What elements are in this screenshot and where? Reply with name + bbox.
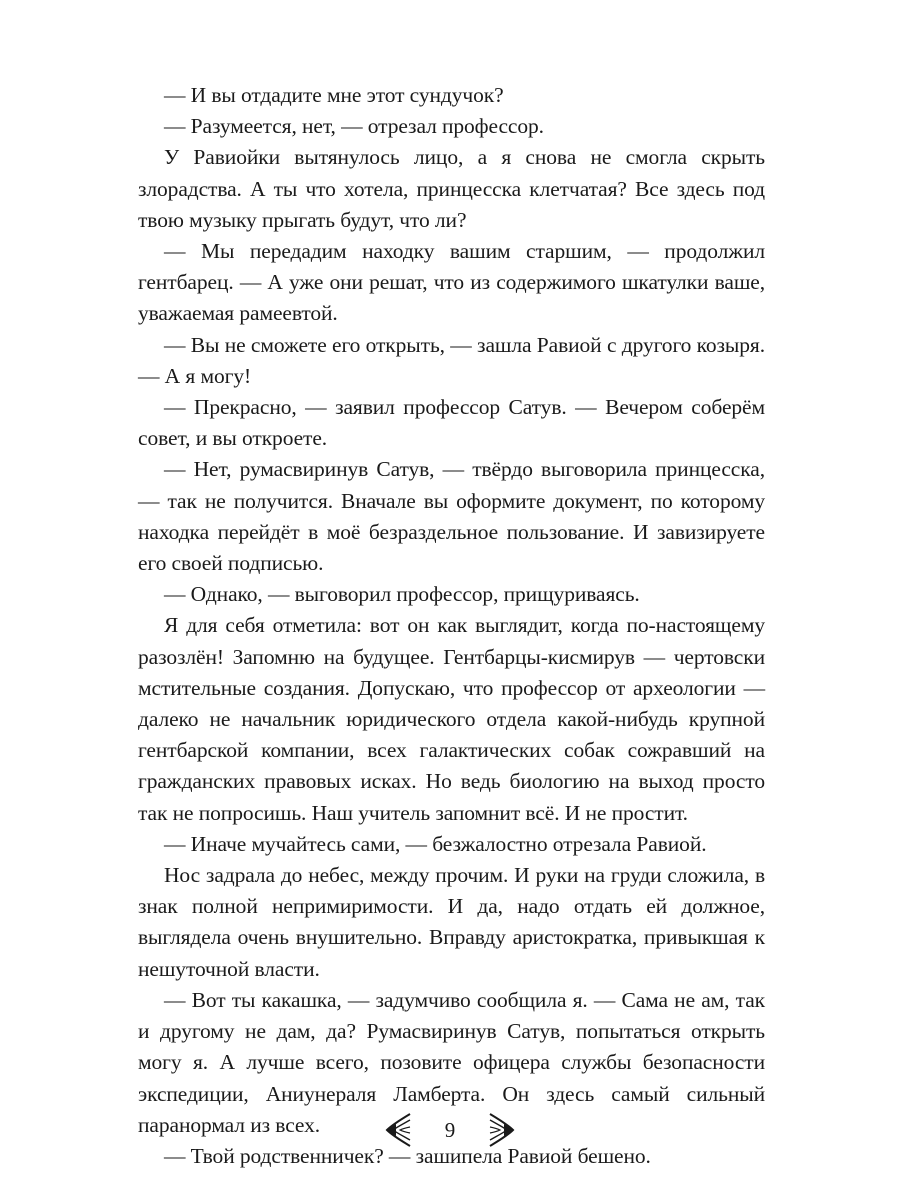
paragraph-10: — Иначе мучайтесь сами, — безжалостно отрезала Равиой. [164, 831, 707, 856]
ornament-left-icon [384, 1110, 414, 1150]
paragraph-12: — Вот ты какашка, — задумчиво сообщила я. — Сама не ам, так и другому не дам, да? Румасвиринув Сатув, попытаться открыть могу я. А лучше всего, позовите офицера службы безопасности экспедиции, Аниунераля Ламберта. Он здесь самый сильный паранормал из всех. [138, 987, 765, 1137]
paragraph-8: — Однако, — выговорил профессор, прищуриваясь. [164, 582, 640, 607]
paragraph-6: — Прекрасно, — заявил профессор Сатув. — Вечером соберём совет, и вы откроете. [138, 395, 765, 451]
paragraph-9: Я для себя отметила: вот он как выглядит, когда по-настоящему разозлён! Запомню на будущее. Гентбарцы-кисмирув — чертовски мстительные создания. Допускаю, что профессор от археологии — далеко не начальник юридического отдела какой-нибудь крупной гентбарской компании, всех галактических собак сожравший на гражданских правовых исках. Но ведь биологию на выход просто так не попросишь. Наш учитель запомнит всё. И не простит. [138, 613, 765, 825]
ornament-right-icon [486, 1110, 516, 1150]
paragraph-4: — Мы передадим находку вашим старшим, — продолжил гентбарец. — А уже они решат, что из содержимого шкатулки ваше, уважаемая рамеевтой. [138, 239, 765, 326]
page-footer [0, 1100, 900, 1160]
page-body [138, 80, 765, 1172]
page-number: 9 [444, 1117, 456, 1142]
paragraph-7: — Нет, румасвиринув Сатув, — твёрдо выговорила принцесска, — так не получится. Вначале вы оформите документ, по которому находка перейдёт в моё безраздельное пользование. И завизируете его своей подписью. [138, 457, 765, 576]
text-block [138, 80, 765, 1172]
paragraph-13: — Твой родственничек? — зашипела Равиой бешено. [164, 1143, 651, 1168]
paragraph-5: — Вы не сможете его открыть, — зашла Равиой с другого козыря. — А я могу! [138, 332, 765, 388]
paragraph-11: Нос задрала до небес, между прочим. И руки на груди сложила, в знак полной непримиримости. И да, надо отдать ей должное, выглядела очень внушительно. Вправду аристократка, привыкшая к нешуточной власти. [138, 863, 765, 981]
paragraph-3: У Равиойки вытянулось лицо, а я снова не смогла скрыть злорадства. А ты что хотела, принцесска клетчатая? Все здесь под твою музыку прыгать будут, что ли? [138, 145, 765, 232]
paragraph-2: — Разумеется, нет, — отрезал профессор. [164, 114, 544, 139]
paragraph-1: — И вы отдадите мне этот сундучок? [164, 83, 504, 107]
